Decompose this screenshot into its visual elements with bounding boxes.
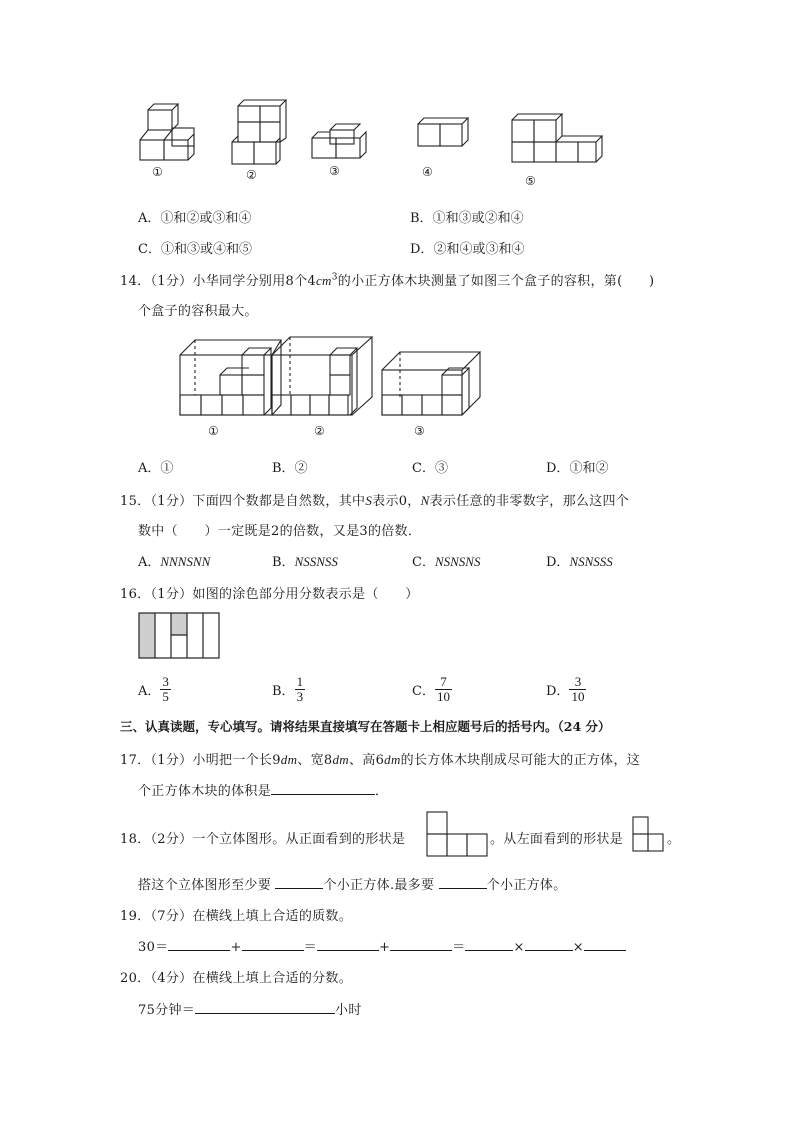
q14-box1 — [180, 340, 281, 415]
q18-min-blank[interactable] — [275, 876, 323, 889]
q19-blank-4[interactable] — [390, 938, 452, 951]
q13-label-5: ⑤ — [525, 174, 536, 188]
q14-box3 — [382, 352, 480, 415]
q14-box2 — [272, 337, 372, 415]
q13-figure — [130, 100, 610, 195]
q19-equation: 30＝ + ＝ + ＝ × × — [138, 936, 626, 955]
q17-question-line2: 个正方体木块的体积是 ． — [138, 784, 389, 799]
q14-label-3: ③ — [414, 424, 425, 438]
q13-label-3: ③ — [329, 164, 340, 178]
q14-option-d[interactable]: D．①和② — [546, 461, 609, 476]
q18-left-view — [632, 816, 666, 852]
q13-fig1 — [140, 104, 194, 160]
q18-question-mid: 。从左面看到的形状是 — [490, 832, 624, 847]
q13-fig4 — [418, 118, 468, 146]
q15-question-line2: 数中（ ）一定既是2的倍数，又是3的倍数． — [138, 524, 422, 539]
q16-option-b[interactable]: B． $\frac{1}{3}$ — [272, 674, 304, 704]
q15-option-c[interactable]: C．NSNSNS — [412, 554, 481, 570]
section-3-heading: 三、认真读题，专心填写。请将结果直接填写在答题卡上相应题号后的括号内。（24 分） — [120, 719, 611, 734]
q13-label-2: ② — [246, 168, 257, 182]
q19-blank-1[interactable] — [168, 938, 230, 951]
q15-option-d[interactable]: D．NSNSSS — [546, 554, 613, 570]
q17-answer-blank[interactable] — [271, 782, 375, 795]
q15-question: 15．（1分）下面四个数都是自然数，其中S表示0，N表示任意的非零数字，那么这四个 — [120, 493, 630, 509]
q13-option-c[interactable]: C．①和③或④和⑤ — [138, 242, 252, 257]
q14-option-b[interactable]: B．② — [272, 461, 308, 476]
q14-option-a[interactable]: A．① — [138, 461, 174, 476]
q16-shaded-figure — [138, 612, 220, 660]
q13-fig5 — [512, 114, 602, 162]
q19-blank-3[interactable] — [317, 938, 379, 951]
q13-fig2 — [232, 100, 286, 164]
q16-option-c[interactable]: C． $\frac{7}{10}$ — [412, 674, 450, 704]
q13-label-4: ④ — [422, 165, 433, 179]
q13-fig3 — [312, 124, 366, 158]
q20-equation: 75分钟＝ 小时 — [138, 1003, 362, 1018]
q19-blank-5[interactable] — [465, 938, 513, 951]
q13-option-a[interactable]: A．①和②或③和④ — [138, 211, 252, 226]
q16-option-a[interactable]: A． $\frac{3}{5}$ — [138, 674, 169, 704]
q13-option-d[interactable]: D．②和④或③和④ — [410, 242, 525, 257]
q20-question: 20．（4分）在横线上填上合适的分数。 — [120, 971, 353, 986]
q13-option-b[interactable]: B．①和③或②和④ — [410, 211, 524, 226]
q15-option-a[interactable]: A．NNNSNN — [138, 554, 211, 570]
q19-blank-6[interactable] — [525, 938, 573, 951]
q14-label-1: ① — [208, 424, 219, 438]
q18-question-end: 。 — [667, 832, 681, 847]
q20-blank[interactable] — [195, 1001, 335, 1014]
q18-question: 18．（2分）一个立体图形。从正面看到的形状是 — [120, 832, 406, 847]
q14-question: 14．（1分）小华同学分别用8个$4cm^3$的小正方体木块测量了如图三个盒子的容积，第( ) — [120, 272, 655, 289]
q19-blank-2[interactable] — [242, 938, 304, 951]
q14-label-2: ② — [314, 424, 325, 438]
q17-question: 17．（1分）小明把一个长9dm、宽8dm、高6dm的长方体木块削成尽可能大的正方体，这 — [120, 752, 641, 768]
q16-question: 16．（1分）如图的涂色部分用分数表示是（ ） — [120, 587, 419, 602]
q14-question-line2: 个盒子的容积最大。 — [138, 304, 258, 319]
q18-front-view — [426, 811, 490, 857]
q16-option-d[interactable]: D． $\frac{3}{10}$ — [546, 674, 585, 704]
q14-figure — [175, 335, 495, 420]
q14-option-c[interactable]: C．③ — [412, 461, 448, 476]
q15-option-b[interactable]: B．NSSNSS — [272, 554, 338, 570]
q13-label-1: ① — [152, 165, 163, 179]
q18-max-blank[interactable] — [439, 876, 487, 889]
q19-blank-7[interactable] — [584, 938, 626, 951]
q18-question-line2: 搭这个立体图形至少要 个小正方体.最多要 个小正方体。 — [138, 878, 567, 893]
q19-question: 19．（7分）在横线上填上合适的质数。 — [120, 909, 353, 924]
